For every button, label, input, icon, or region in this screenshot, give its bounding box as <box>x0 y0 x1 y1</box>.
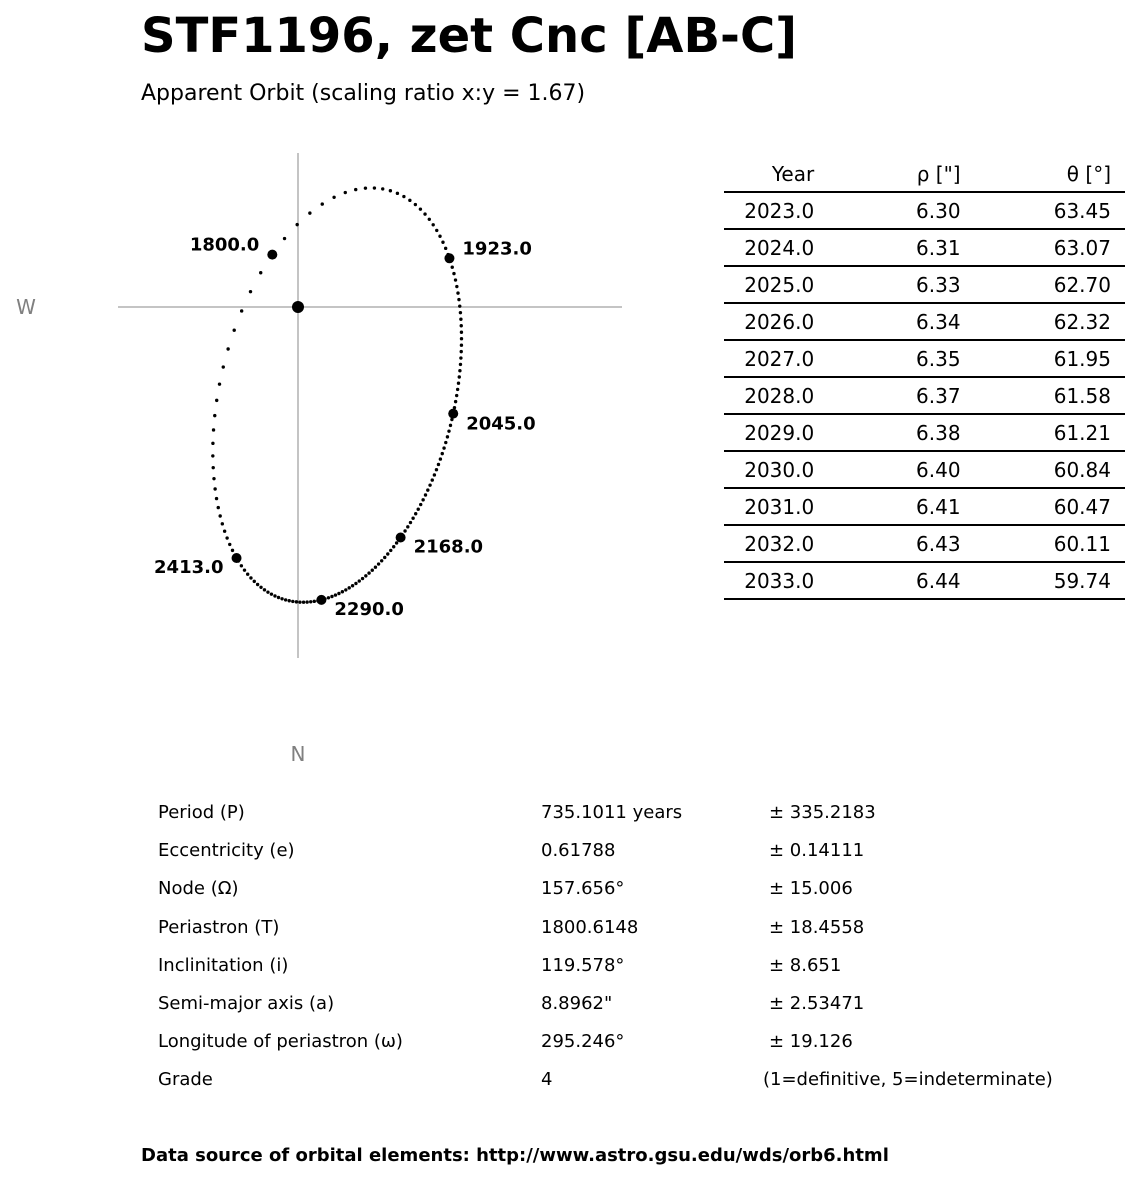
orbit-point <box>223 529 226 532</box>
cell-theta: 61.95 <box>961 340 1125 377</box>
element-error: ± 19.126 <box>769 1031 853 1053</box>
cell-rho: 6.37 <box>814 377 960 414</box>
orbit-point <box>218 514 221 517</box>
orbit-point <box>211 442 214 445</box>
orbit-point <box>456 291 459 294</box>
orbit-point <box>421 498 424 501</box>
orbit-point <box>437 463 440 466</box>
orbit-point <box>332 196 335 199</box>
cell-rho: 6.31 <box>814 229 960 266</box>
orbit-point <box>253 580 256 583</box>
orbit-point <box>402 195 405 198</box>
element-name: Node (Ω) <box>158 878 239 900</box>
orbit-point <box>389 549 392 552</box>
table-header-row <box>724 156 1125 192</box>
table-row <box>724 451 1125 488</box>
orbit-point <box>381 187 384 190</box>
cell-year: 2025.0 <box>724 266 814 303</box>
table-row <box>724 303 1125 340</box>
orbit-point <box>222 365 225 368</box>
element-name: Semi-major axis (a) <box>158 992 335 1014</box>
cell-theta: 60.11 <box>961 525 1125 562</box>
orbit-point <box>228 543 231 546</box>
element-value: 4 <box>541 1069 553 1091</box>
orbit-point <box>458 375 461 378</box>
table-row <box>724 266 1125 303</box>
orbit-point <box>439 457 442 460</box>
orbit-point <box>431 478 434 481</box>
element-name: Longitude of periastron (ω) <box>158 1031 403 1053</box>
table-row <box>724 340 1125 377</box>
orbit-point <box>456 388 459 391</box>
orbit-point <box>447 429 450 432</box>
orbit-point <box>454 278 457 281</box>
chart-title: STF1196, zet Cnc [AB-C] <box>141 8 798 64</box>
element-error: ± 18.4558 <box>769 916 865 938</box>
cell-rho: 6.40 <box>814 451 960 488</box>
element-error: ± 8.651 <box>769 954 842 976</box>
orbit-point <box>438 235 441 238</box>
cell-rho: 6.33 <box>814 266 960 303</box>
orbit-point <box>460 343 463 346</box>
element-value: 295.246° <box>541 1031 625 1053</box>
orbit-point <box>441 452 444 455</box>
orbit-point <box>455 394 458 397</box>
cell-year: 2028.0 <box>724 377 814 414</box>
orbit-point <box>423 212 426 215</box>
element-error: ± 15.006 <box>769 878 853 900</box>
epoch-marker <box>444 253 454 263</box>
orbit-point <box>213 414 216 417</box>
orbit-point <box>358 579 361 582</box>
orbit-point <box>367 571 370 574</box>
orbit-point <box>233 329 236 332</box>
orbit-point <box>302 601 305 604</box>
orbit-plot <box>0 140 700 780</box>
orbit-point <box>361 577 364 580</box>
orbit-point <box>442 446 445 449</box>
orbit-point <box>243 568 246 571</box>
orbit-point <box>424 493 427 496</box>
epoch-label: 2290.0 <box>334 598 404 620</box>
cell-theta: 61.58 <box>961 377 1125 414</box>
col-theta-header: θ [°] <box>961 156 1125 192</box>
orbit-point <box>458 369 461 372</box>
compass-north: N <box>290 742 306 766</box>
orbit-point <box>354 188 357 191</box>
epoch-labels <box>154 235 536 620</box>
orbit-point <box>327 596 330 599</box>
cell-theta: 63.45 <box>961 192 1125 229</box>
element-error: ± 0.14111 <box>769 840 865 862</box>
ephemeris-table <box>724 156 1125 600</box>
orbit-point <box>291 600 294 603</box>
orbit-point <box>428 483 431 486</box>
orbit-point <box>459 363 462 366</box>
orbit-point <box>460 337 463 340</box>
table-row <box>724 525 1125 562</box>
orbit-point <box>435 229 438 232</box>
element-value: 735.1011 years <box>541 802 683 823</box>
cell-year: 2033.0 <box>724 562 814 599</box>
orbit-point <box>432 223 435 226</box>
orbit-point <box>364 186 367 189</box>
orbit-point <box>417 507 420 510</box>
orbit-point <box>259 271 262 274</box>
orbit-point <box>451 265 454 268</box>
cell-year: 2029.0 <box>724 414 814 451</box>
cell-rho: 6.38 <box>814 414 960 451</box>
table-row <box>724 414 1125 451</box>
orbit-point <box>313 600 316 603</box>
element-value: 8.8962" <box>541 992 613 1014</box>
orbit-point <box>226 347 229 350</box>
element-name: Inclinitation (i) <box>158 954 289 976</box>
orbit-point <box>231 549 234 552</box>
compass-west: W <box>16 295 36 319</box>
element-value: 119.578° <box>541 954 625 976</box>
col-rho-header: ρ ["] <box>814 156 960 192</box>
orbit-point <box>460 324 463 327</box>
cell-rho: 6.43 <box>814 525 960 562</box>
orbit-point <box>419 207 422 210</box>
table-row <box>724 377 1125 414</box>
orbit-point <box>377 562 380 565</box>
epoch-label: 1923.0 <box>462 238 532 260</box>
epoch-marker <box>448 409 458 419</box>
orbit-point <box>213 487 216 490</box>
orbit-point <box>259 586 262 589</box>
orbit-point <box>435 468 438 471</box>
cell-year: 2031.0 <box>724 488 814 525</box>
orbit-point <box>426 488 429 491</box>
orbit-point <box>341 590 344 593</box>
orbit-point <box>433 473 436 476</box>
table-row <box>724 488 1125 525</box>
cell-year: 2026.0 <box>724 303 814 340</box>
element-name: Period (P) <box>158 802 245 823</box>
orbit-point <box>298 600 301 603</box>
orbit-point <box>212 466 215 469</box>
orbit-point <box>273 594 276 597</box>
orbit-point <box>457 298 460 301</box>
orbit-point <box>459 318 462 321</box>
orbit-point <box>459 356 462 359</box>
orbit-point <box>389 189 392 192</box>
orbit-point <box>218 382 221 385</box>
orbit-point <box>406 525 409 528</box>
orbit-point <box>371 569 374 572</box>
orbit-point <box>344 588 347 591</box>
orbit-point <box>344 191 347 194</box>
orbit-point <box>452 272 455 275</box>
orbit-point <box>419 503 422 506</box>
cell-year: 2030.0 <box>724 451 814 488</box>
orbit-point <box>215 497 218 500</box>
orbit-point <box>309 600 312 603</box>
element-value: 1800.6148 <box>541 916 639 938</box>
orbit-point <box>240 564 243 567</box>
cell-rho: 6.44 <box>814 562 960 599</box>
orbit-point <box>354 582 357 585</box>
orbit-point <box>454 400 457 403</box>
epoch-marker <box>316 595 326 605</box>
cell-theta: 59.74 <box>961 562 1125 599</box>
cell-theta: 60.84 <box>961 451 1125 488</box>
orbit-point <box>249 290 252 293</box>
element-error: ± 2.53471 <box>769 992 865 1014</box>
cell-theta: 60.47 <box>961 488 1125 525</box>
cell-rho: 6.30 <box>814 192 960 229</box>
cell-year: 2023.0 <box>724 192 814 229</box>
element-name: Eccentricity (e) <box>158 840 295 862</box>
orbit-point <box>321 202 324 205</box>
cell-rho: 6.35 <box>814 340 960 377</box>
orbit-point <box>411 517 414 520</box>
element-error: ± 335.2183 <box>769 802 876 823</box>
primary-star <box>292 301 304 313</box>
orbit-point <box>246 573 249 576</box>
cell-theta: 62.70 <box>961 266 1125 303</box>
orbit-point <box>284 598 287 601</box>
orbit-point <box>277 596 280 599</box>
orbit-point <box>428 218 431 221</box>
cell-year: 2027.0 <box>724 340 814 377</box>
orbit-point <box>408 199 411 202</box>
orbit-point <box>295 223 298 226</box>
orbit-point <box>215 399 218 402</box>
epoch-label: 2168.0 <box>413 536 484 558</box>
orbit-point <box>414 512 417 515</box>
orbit-point <box>266 590 269 593</box>
orbit-point <box>212 428 215 431</box>
orbit-point <box>455 285 458 288</box>
orbit-point <box>386 552 389 555</box>
epoch-marker <box>232 553 242 563</box>
orbit-point <box>444 247 447 250</box>
orbit-point <box>380 559 383 562</box>
orbit-point <box>460 331 463 334</box>
orbit-point <box>221 522 224 525</box>
epoch-label: 2045.0 <box>466 413 536 435</box>
orbit-point <box>240 309 243 312</box>
orbit-point <box>449 424 452 427</box>
epoch-marker <box>396 533 406 543</box>
epoch-label: 1800.0 <box>189 234 260 256</box>
orbit-point <box>280 597 283 600</box>
orbit-point <box>270 592 273 595</box>
cell-theta: 61.21 <box>961 414 1125 451</box>
orbit-point <box>383 556 386 559</box>
orbit-point <box>396 192 399 195</box>
cell-rho: 6.34 <box>814 303 960 340</box>
epoch-marker <box>267 250 277 260</box>
orbit-point <box>414 203 417 206</box>
cell-theta: 62.32 <box>961 303 1125 340</box>
data-source-note: Data source of orbital elements: http://www.astro.gsu.edu/wds/orb6.html <box>141 1145 889 1166</box>
orbit-point <box>334 593 337 596</box>
orbit-point <box>283 237 286 240</box>
orbit-point <box>458 304 461 307</box>
element-error: (1=definitive, 5=indeterminate) <box>763 1069 1053 1091</box>
orbit-point <box>392 545 395 548</box>
table-row <box>724 562 1125 599</box>
orbit-point <box>395 541 398 544</box>
orbit-point <box>444 441 447 444</box>
orbit-point <box>459 311 462 314</box>
orbit-point <box>373 186 376 189</box>
orbit-point <box>457 382 460 385</box>
orbit-point <box>374 565 377 568</box>
orbit-point <box>337 592 340 595</box>
orbit-point <box>288 599 291 602</box>
cell-year: 2032.0 <box>724 525 814 562</box>
orbit-point <box>263 588 266 591</box>
orbit-point <box>330 595 333 598</box>
col-year-header: Year <box>724 156 814 192</box>
cell-theta: 63.07 <box>961 229 1125 266</box>
element-name: Grade <box>158 1069 213 1091</box>
orbit-point <box>217 506 220 509</box>
orbit-point <box>211 454 214 457</box>
element-name: Periastron (T) <box>158 916 280 938</box>
orbit-point <box>460 350 463 353</box>
orbit-point <box>225 536 228 539</box>
orbit-point <box>446 435 449 438</box>
table-row <box>724 192 1125 229</box>
orbit-point <box>364 574 367 577</box>
orbit-point <box>212 477 215 480</box>
orbit-point <box>256 583 259 586</box>
orbit-point <box>351 584 354 587</box>
cell-year: 2024.0 <box>724 229 814 266</box>
orbit-point <box>348 586 351 589</box>
orbit-point <box>308 211 311 214</box>
epoch-label: 2413.0 <box>154 557 224 578</box>
element-value: 0.61788 <box>541 840 616 862</box>
orbit-point <box>409 521 412 524</box>
chart-subtitle: Apparent Orbit (scaling ratio x:y = 1.67) <box>141 81 586 106</box>
orbit-point <box>403 529 406 532</box>
cell-rho: 6.41 <box>814 488 960 525</box>
element-value: 157.656° <box>541 878 625 900</box>
orbit-point <box>295 600 298 603</box>
orbit-point <box>441 241 444 244</box>
orbit-point <box>305 600 308 603</box>
orbit-point <box>249 576 252 579</box>
table-row <box>724 229 1125 266</box>
